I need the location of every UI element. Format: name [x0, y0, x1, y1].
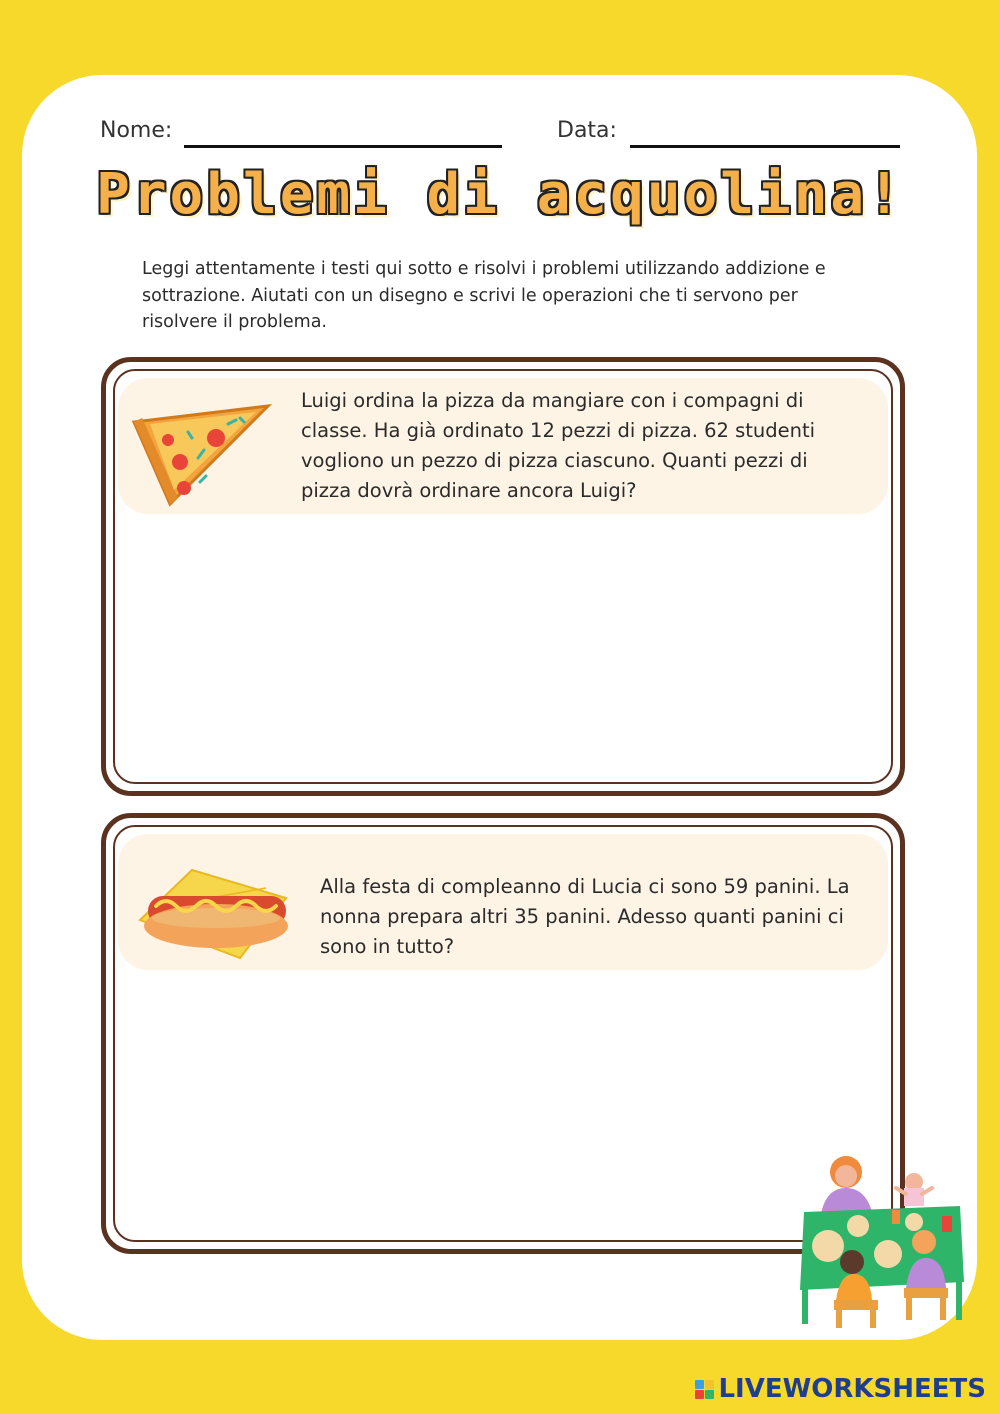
- date-field[interactable]: [630, 145, 900, 148]
- hotdog-icon: [136, 858, 296, 968]
- liveworksheets-logo-icon: [695, 1380, 714, 1399]
- problem-box-2: [101, 813, 905, 1254]
- pizza-slice-icon: [128, 400, 278, 510]
- instructions-text: Leggi attentamente i testi qui sotto e risolvi i problemi utilizzando addizione e sottrazione. Aiutati con un disegno e scrivi le operazioni che ti servono per risolvere il problema.: [142, 259, 826, 332]
- family-dinner-illustration: [796, 1150, 972, 1330]
- problem-box-1: [101, 357, 905, 796]
- brand-logo[interactable]: [695, 1374, 986, 1404]
- problem-text-1: Luigi ordina la pizza da mangiare con i compagni di classe. Ha già ordinato 12 pezzi di pizza. 62 studenti vogliono un pezzo di pizza ciascuno. Quanti pezzi di pizza dovrà ordinare ancora Luigi?: [301, 389, 816, 502]
- date-label: Data:: [557, 118, 617, 143]
- name-label: Nome:: [100, 118, 173, 143]
- problem-text-2: Alla festa di compleanno di Lucia ci sono 59 panini. La nonna prepara altri 35 panini. Adesso quanti panini ci sono in tutto?: [320, 875, 850, 958]
- brand-name: LIVEWORKSHEETS: [718, 1374, 986, 1404]
- name-field[interactable]: [184, 145, 502, 148]
- page-title: Problemi di acquolina!: [96, 162, 904, 227]
